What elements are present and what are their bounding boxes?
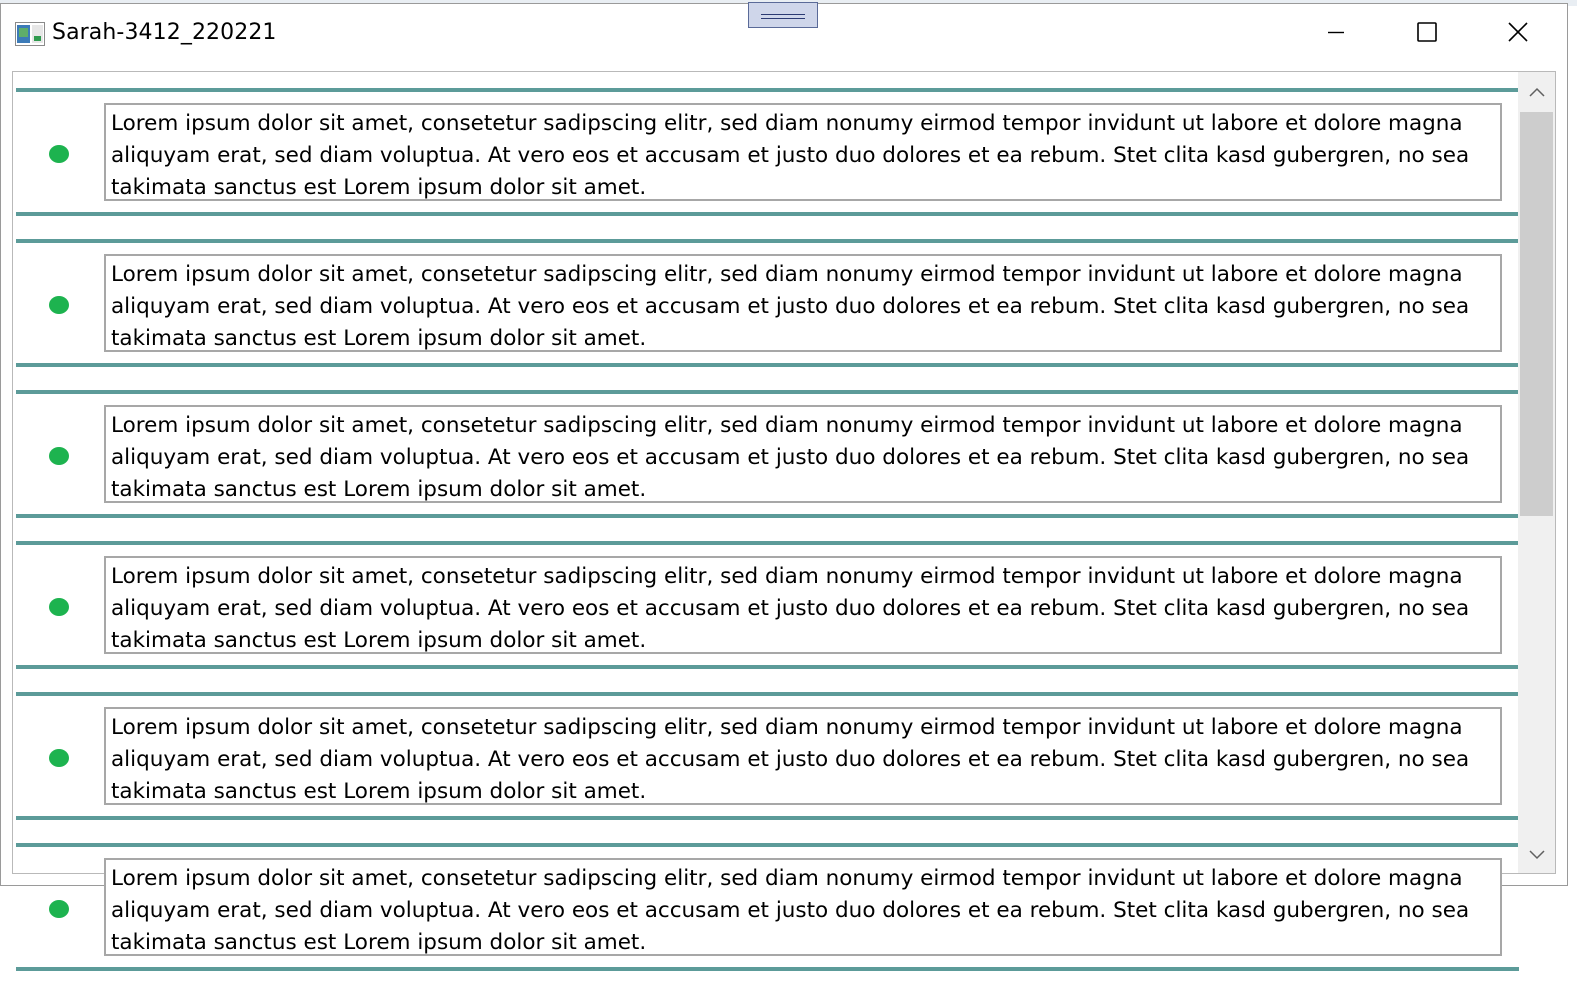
status-dot-icon bbox=[49, 145, 69, 163]
items-list-container bbox=[12, 71, 1556, 955]
item-text-box[interactable]: Lorem ipsum dolor sit amet, consetetur sadipscing elitr, sed diam nonumy eirmod tempor invidunt ut labore et dolore magna aliquyam erat, sed diam voluptua. At vero eos et accusam et justo duo dolores et ea rebum. Stet clita kasd gubergren, no sea takimata sanctus est Lorem ipsum dolor sit amet. bbox=[104, 707, 1502, 805]
status-dot-icon bbox=[49, 598, 69, 616]
item-text-box[interactable]: Lorem ipsum dolor sit amet, consetetur sadipscing elitr, sed diam nonumy eirmod tempor invidunt ut labore et dolore magna aliquyam erat, sed diam voluptua. At vero eos et accusam et justo duo dolores et ea rebum. Stet clita kasd gubergren, no sea takimata sanctus est Lorem ipsum dolor sit amet. bbox=[104, 858, 1502, 956]
list-item[interactable] bbox=[16, 239, 1519, 367]
drag-handle[interactable] bbox=[748, 2, 818, 28]
item-text-box[interactable]: Lorem ipsum dolor sit amet, consetetur sadipscing elitr, sed diam nonumy eirmod tempor invidunt ut labore et dolore magna aliquyam erat, sed diam voluptua. At vero eos et accusam et justo duo dolores et ea rebum. Stet clita kasd gubergren, no sea takimata sanctus est Lorem ipsum dolor sit amet. bbox=[104, 405, 1502, 503]
item-text-box[interactable]: Lorem ipsum dolor sit amet, consetetur sadipscing elitr, sed diam nonumy eirmod tempor invidunt ut labore et dolore magna aliquyam erat, sed diam voluptua. At vero eos et accusam et justo duo dolores et ea rebum. Stet clita kasd gubergren, no sea takimata sanctus est Lorem ipsum dolor sit amet. bbox=[104, 254, 1502, 352]
close-icon bbox=[1507, 21, 1529, 48]
minimize-button[interactable] bbox=[1291, 4, 1381, 64]
scroll-down-button[interactable] bbox=[1518, 839, 1555, 875]
status-dot-icon bbox=[49, 900, 69, 918]
list-item[interactable] bbox=[16, 541, 1519, 669]
item-text-box[interactable]: Lorem ipsum dolor sit amet, consetetur sadipscing elitr, sed diam nonumy eirmod tempor invidunt ut labore et dolore magna aliquyam erat, sed diam voluptua. At vero eos et accusam et justo duo dolores et ea rebum. Stet clita kasd gubergren, no sea takimata sanctus est Lorem ipsum dolor sit amet. bbox=[104, 103, 1502, 201]
vertical-scrollbar[interactable] bbox=[1518, 72, 1555, 873]
status-dot-icon bbox=[49, 749, 69, 767]
app-window bbox=[0, 3, 1568, 955]
items-list bbox=[16, 88, 1519, 994]
list-item[interactable] bbox=[16, 390, 1519, 518]
minimize-icon bbox=[1326, 22, 1346, 47]
window-title: Sarah-3412_220221 bbox=[52, 20, 277, 45]
maximize-icon bbox=[1416, 21, 1438, 48]
list-item[interactable] bbox=[16, 843, 1519, 971]
chevron-down-icon bbox=[1528, 848, 1546, 866]
scroll-up-button[interactable] bbox=[1518, 76, 1555, 112]
item-text-box[interactable]: Lorem ipsum dolor sit amet, consetetur sadipscing elitr, sed diam nonumy eirmod tempor invidunt ut labore et dolore magna aliquyam erat, sed diam voluptua. At vero eos et accusam et justo duo dolores et ea rebum. Stet clita kasd gubergren, no sea takimata sanctus est Lorem ipsum dolor sit amet. bbox=[104, 556, 1502, 654]
status-dot-icon bbox=[49, 296, 69, 314]
list-item[interactable] bbox=[16, 88, 1519, 216]
list-item[interactable] bbox=[16, 692, 1519, 820]
status-dot-icon bbox=[49, 447, 69, 465]
chevron-up-icon bbox=[1528, 85, 1546, 103]
close-button[interactable] bbox=[1473, 4, 1563, 64]
scrollbar-thumb[interactable] bbox=[1520, 112, 1553, 516]
app-window-icon[interactable] bbox=[15, 22, 45, 46]
maximize-button[interactable] bbox=[1382, 4, 1472, 64]
title-bar[interactable] bbox=[1, 4, 1567, 64]
